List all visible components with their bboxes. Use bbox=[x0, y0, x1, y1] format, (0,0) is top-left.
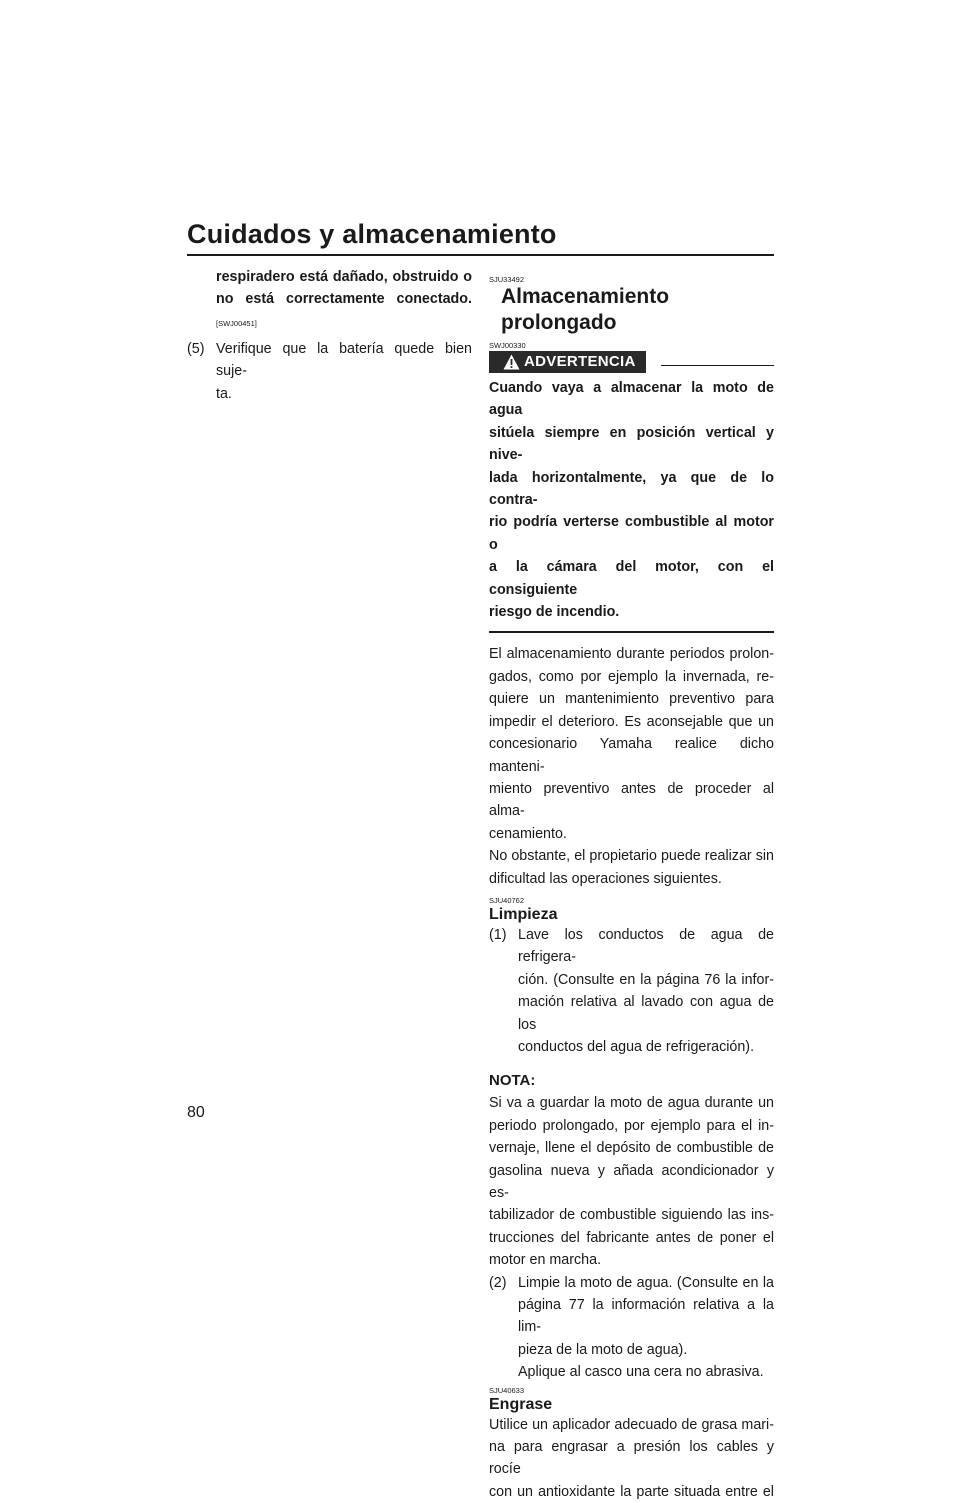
header-rule bbox=[187, 254, 774, 256]
text-line: cenamiento. bbox=[489, 825, 567, 842]
intro-paragraph bbox=[489, 643, 774, 889]
text-line: Verifique que la batería quede bien suje- bbox=[216, 340, 472, 380]
list-number: (5) bbox=[187, 340, 205, 357]
page-header-title: Cuidados y almacenamiento bbox=[187, 219, 557, 249]
note-paragraph bbox=[489, 1092, 774, 1271]
warning-end-rule bbox=[489, 631, 774, 633]
text-line: periodo prolongado, por ejemplo para el in- bbox=[489, 1117, 774, 1134]
text-line: respiradero está dañado, obstruido o bbox=[216, 269, 472, 285]
text-line: Utilice un aplicador adecuado de grasa mari- bbox=[489, 1416, 774, 1433]
text-line: no está correctamente conectado. bbox=[216, 291, 472, 308]
list-item bbox=[187, 338, 472, 405]
text-line: mación relativa al lavado con agua de los bbox=[518, 994, 774, 1033]
left-column bbox=[187, 266, 472, 405]
text-line: motor en marcha. bbox=[489, 1252, 602, 1269]
text-line: dificultad las operaciones siguientes. bbox=[489, 870, 722, 887]
warning-code: SWJ00330 bbox=[489, 341, 526, 350]
section-code: SJU33492 bbox=[489, 275, 525, 284]
text-line: página 77 la información relativa a la lim- bbox=[518, 1297, 774, 1336]
text-line: riesgo de incendio. bbox=[489, 604, 620, 621]
text-line: No obstante, el propietario puede realizar sin bbox=[489, 848, 774, 865]
text-line: trucciones del fabricante antes de poner el bbox=[489, 1229, 774, 1246]
subsection-title-engrase: Engrase bbox=[489, 1395, 553, 1413]
engrase-paragraph bbox=[489, 1414, 774, 1503]
text-line: ta. bbox=[216, 385, 232, 402]
text-line: El almacenamiento durante periodos prolon- bbox=[489, 646, 774, 663]
text-line: pieza de la moto de agua). bbox=[518, 1341, 688, 1358]
list-item bbox=[489, 924, 774, 1058]
text-line: Aplique al casco una cera no abrasiva. bbox=[518, 1364, 764, 1381]
text-line: con un antioxidante la parte situada entre el bbox=[489, 1483, 774, 1500]
text-line: lada horizontalmente, ya que de lo contra- bbox=[489, 469, 774, 509]
text-line: concesionario Yamaha realice dicho manteni- bbox=[489, 736, 774, 775]
text-line: gasolina nueva y añada acondicionador y es- bbox=[489, 1162, 774, 1201]
text-line: sitúela siempre en posición vertical y nive- bbox=[489, 424, 774, 464]
text-line: impedir el deterioro. Es aconsejable que un bbox=[489, 713, 774, 730]
warning-text bbox=[489, 377, 774, 623]
text-line: miento preventivo antes de proceder al alma- bbox=[489, 780, 774, 820]
right-column bbox=[489, 275, 774, 1503]
subsection-code: SJU40762 bbox=[489, 895, 525, 905]
subsection-code: SJU40633 bbox=[489, 1385, 525, 1395]
note-label: NOTA: bbox=[489, 1072, 536, 1090]
warning-continuation bbox=[187, 266, 472, 328]
text-line: na para engrasar a presión los cables y rocíe bbox=[489, 1439, 774, 1478]
warning-code: [SWJ00451] bbox=[216, 318, 257, 328]
text-line: vernaje, llene el depósito de combustible de bbox=[489, 1140, 774, 1157]
page-number: 80 bbox=[187, 1104, 205, 1121]
warning-header-rule bbox=[661, 365, 774, 366]
text-line: a la cámara del motor, con el consiguiente bbox=[489, 559, 774, 598]
text-line: Si va a guardar la moto de agua durante un bbox=[489, 1095, 774, 1112]
text-line: tabilizador de combustible siguiendo las ins- bbox=[489, 1207, 774, 1224]
section-title: Almacenamiento prolongado bbox=[501, 285, 670, 334]
subsection-title-limpieza: Limpieza bbox=[489, 905, 558, 923]
warning-header bbox=[489, 351, 774, 377]
text-line: Cuando vaya a almacenar la moto de agua bbox=[489, 380, 774, 419]
text-line: Lave los conductos de agua de refrigera- bbox=[518, 926, 774, 966]
warning-triangle-icon bbox=[503, 354, 520, 370]
text-line: gados, como por ejemplo la invernada, re- bbox=[489, 668, 774, 685]
text-line: Limpie la moto de agua. (Consulte en la bbox=[518, 1274, 774, 1291]
warning-label: ADVERTENCIA bbox=[524, 353, 636, 370]
list-number: (2) bbox=[489, 1274, 507, 1291]
list-item bbox=[489, 1272, 774, 1384]
text-line: quiere un mantenimiento preventivo para bbox=[489, 691, 774, 708]
text-line: rio podría verterse combustible al motor o bbox=[489, 514, 774, 553]
warning-badge bbox=[489, 351, 646, 373]
text-line: conductos del agua de refrigeración). bbox=[518, 1038, 755, 1055]
list-number: (1) bbox=[489, 926, 507, 943]
text-line: ción. (Consulte en la página 76 la infor- bbox=[518, 971, 774, 988]
